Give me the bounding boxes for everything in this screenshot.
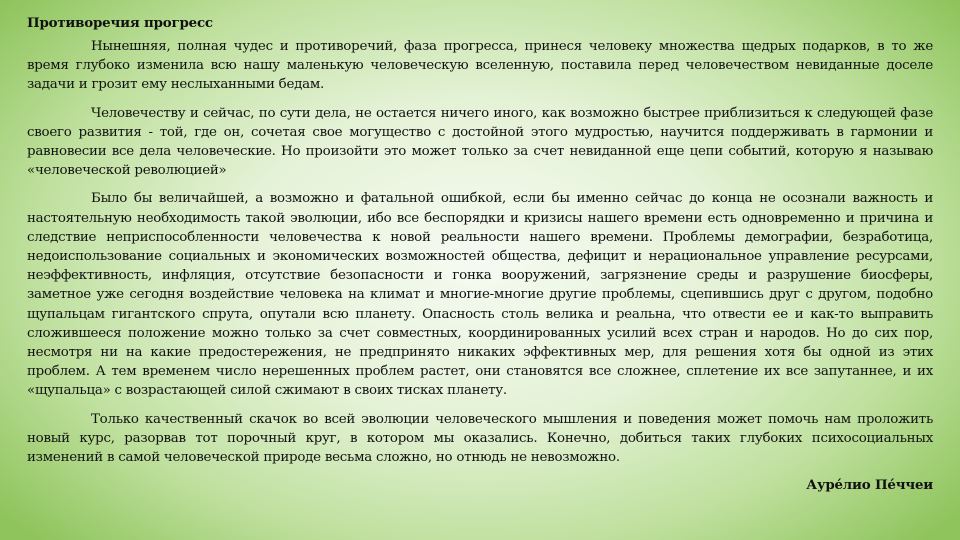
paragraph-3: Было бы величайшей, а возможно и фатальной ошибкой, если бы именно сейчас до конца не осознали важность и настоятельную необходимость такой эволюции, ибо все беспорядки и кризисы нашего времени есть одновременно и причина и следствие неприспособленности человечества к новой реальности нашего времени. Проблемы демографии, безработица, недоиспользование социальных и экономических возможностей общества, дефицит и нерациональное управление ресурсами, неэффективность, инфляция, отсутствие безопасности и гонка вооружений, загрязнение среды и разрушение биосферы, заметное уже сегодня воздействие человека на климат и многие-многие другие проблемы, сцепившись друг с другом, подобно щупальцам гигантского спрута, опутали всю планету. Опасность столь велика и реальна, что отвести ее и как-то выправить сложившееся положение можно только за счет совместных, координированных усилий всех стран и народов. Но до сих пор, несмотря ни на какие предостережения, не предпринято никаких эффективных мер, для решения хотя бы одной из этих проблем. А тем временем число нерешенных проблем растет, они становятся все сложнее, сплетение их все запутаннее, и их «щупальца» с возрастающей силой сжимают в своих тисках планету. [27, 191, 933, 399]
slide-content [27, 14, 933, 495]
document-title: Противоречия прогресс [27, 15, 213, 31]
author-signature: Ауре́лио Пе́ччеи [806, 477, 933, 494]
paragraph-2: Человечеству и сейчас, по сути дела, не остается ничего иного, как возможно быстрее приблизиться к следующей фазе своего развития - той, где он, сочетая свое могущество с достойной этого мудростью, научится поддерживать в гармонии и равновесии все дела человеческие. Но произойти это может только за счет невиданной еще цепи событий, которую я называю «человеческой революцией» [27, 105, 933, 179]
paragraph-1: Нынешняя, полная чудес и противоречий, фаза прогресса, принеся человеку множества щедрых подарков, в то же время глубоко изменила всю нашу маленькую человеческую вселенную, поставила перед человечеством невиданные доселе задачи и грозит ему неслыханными бедам. [27, 39, 933, 93]
paragraph-4: Только качественный скачок во всей эволюции человеческого мышления и поведения может помочь нам проложить новый курс, разорвав тот порочный круг, в котором мы оказались. Конечно, добиться таких глубоких психосоциальных изменений в самой человеческой природе весьма сложно, но отнюдь не невозможно. [27, 411, 933, 466]
